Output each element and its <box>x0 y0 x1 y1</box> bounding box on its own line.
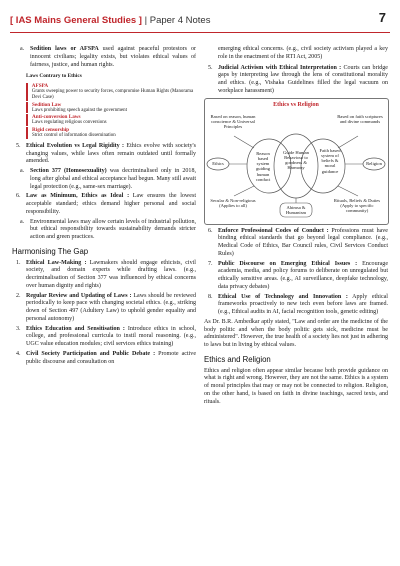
section-heading-ethics-religion: Ethics and Religion <box>204 354 271 364</box>
page-header <box>0 0 400 30</box>
box-entry: AFSPA Grants sweeping power to security forces, compromise Human Rights (Manorama Devi Case) <box>26 83 196 101</box>
box-entry: Anti-conversion Laws Laws regulating religious conversions <box>26 114 196 126</box>
list-item: 2. Regular Review and Updating of Laws : Laws should be reviewed periodically to keep pace with changing societal ethics. (e.g., striking down of Section 497 (Adultery Law) to uphold gender equality and personal autonomy) <box>16 292 197 322</box>
religion-label: Religion <box>366 160 382 166</box>
list-item: a. Environmental laws may allow certain levels of industrial pollution, but ethical responsibility towards sustainability demands stricter action and green practices. <box>20 218 196 241</box>
header-title <box>10 15 210 26</box>
ahimsa-text: Ahimsa & Humanism <box>285 204 307 215</box>
ethics-religion-paragraph: Ethics and religion often appear similar because both provide guidance on what is right and wrong. However, they are not the same. Ethics is a system of moral principles that may or may not be connected to religion. Religion, on the other hand, is based on faith in divine teachings, sacred texts, and rituals. <box>204 367 388 405</box>
list-item: 4. Civil Society Participation and Public Debate : Promote active public discourse and consultation on <box>16 350 197 365</box>
list-item: 1. Ethical Law-Making : Lawmakers should engage ethicists, civil society, and domain experts while drafting laws. (e.g., decriminalisation of Section 377 was influenced by ethical concerns over human dignity and rights) <box>16 259 196 289</box>
box-title: Laws Contrary to Ethics <box>26 73 82 80</box>
right-column <box>204 46 388 409</box>
header-rule <box>10 32 390 33</box>
ethics-vs-religion-diagram <box>204 98 388 224</box>
left-column <box>12 46 196 368</box>
list-item: 7. Public Discourse on Emerging Ethical Issues : Encourage academia, media, and policy forums to deliberate on unregulated but ethically sensitive areas. (e.g., AI surveillance, deepfake technology, data privacy debates) <box>208 260 389 290</box>
center-text: Guide Human Behaviour to goodness & Harmony <box>283 149 309 171</box>
list-item: a. Section 377 (Homosexuality) was decriminalised only in 2018, long after global and ethical acceptance had begun. Many still await legal protection (e.g., same-sex marriage). <box>20 168 196 190</box>
ethics-label: Ethics <box>212 160 224 166</box>
ethics-secular-text: Secular & Non-religious (Applies to all) <box>210 197 256 208</box>
list-item: 8. Ethical Use of Technology and Innovation : Apply ethical frameworks proactively to new tech even before laws are framed. (e.g., Ethical audits in AI, facial recognition tools, genetic editing) <box>208 293 388 315</box>
religion-circle-text: Faith based system of beliefs & moral guidance <box>319 147 341 174</box>
page-number: 7 <box>378 10 386 25</box>
section-heading-harmonising: Harmonising The Gap <box>12 246 89 256</box>
religion-basis-text: Based on faith scriptures and divine commands <box>337 113 383 124</box>
ethics-basis-text: Based on reason, human conscience & Universal Principles <box>210 113 256 130</box>
header-paper: | Paper 4 Notes <box>144 15 211 26</box>
box-entry: Sedition Law Laws prohibiting speech against the government <box>26 102 196 114</box>
diagram-title: Ethics vs Religion <box>273 101 319 108</box>
list-item: 3. Ethics Education and Sensitisation : Introduce ethics in school, college, and professional curricula to instil moral reasoning. (e.g., UGC value education modules; civil services ethics training) <box>16 325 196 348</box>
list-item: 5. Judicial Activism with Ethical Interpretation : Courts can bridge gaps by interpreting law through the lens of constitutional morality and ethics. (e.g., Vishaka Guidelines filled the legal vacuum on workplace harassment) <box>208 64 388 94</box>
laws-contrary-box <box>26 73 196 139</box>
list-item: a. Sedition laws or AFSPA used against peaceful protestors or innocent civilians; legality exists, but violates ethical values of fairness, justice, and human rights. <box>20 46 196 68</box>
list-item: 6. Law as Minimum, Ethics as Ideal : Law ensures the lowest acceptable standard; ethics demand higher personal and social responsibility. <box>16 193 197 215</box>
header-brand: [ IAS Mains General Studies ] <box>10 15 142 26</box>
continued-text: emerging ethical concerns. (e.g., civil society activism played a key role in the enactment of the RTI Act, 2005) <box>218 46 388 60</box>
religion-rituals-text: Rituals, Beliefs & Duties (Apply to specific community) <box>333 197 381 214</box>
ambedkar-quote: As Dr. B.R. Ambedkar aptly stated, "Law and order are the medicine of the body politic and when the body politic gets sick, medicine must be administered". However, the true health of a society lies not just in adhering to laws but in living by ethical values. <box>204 318 388 348</box>
ethics-circle-text: Reason based system guiding human conduct <box>255 150 271 182</box>
list-item: 5. Ethical Evolution vs Legal Rigidity : Ethics evolve with society's changing values, while laws often remain outdated until formally amended. <box>16 142 196 165</box>
box-entry: Rigid censorship Strict control of information dissemination <box>26 127 196 139</box>
list-item: 6. Enforce Professional Codes of Conduct : Professions must have binding ethical standards that go beyond legal compliance. (e.g., Medical Code of Ethics, Bar Council rules, Civil Services Conduct Rules) <box>208 227 388 257</box>
